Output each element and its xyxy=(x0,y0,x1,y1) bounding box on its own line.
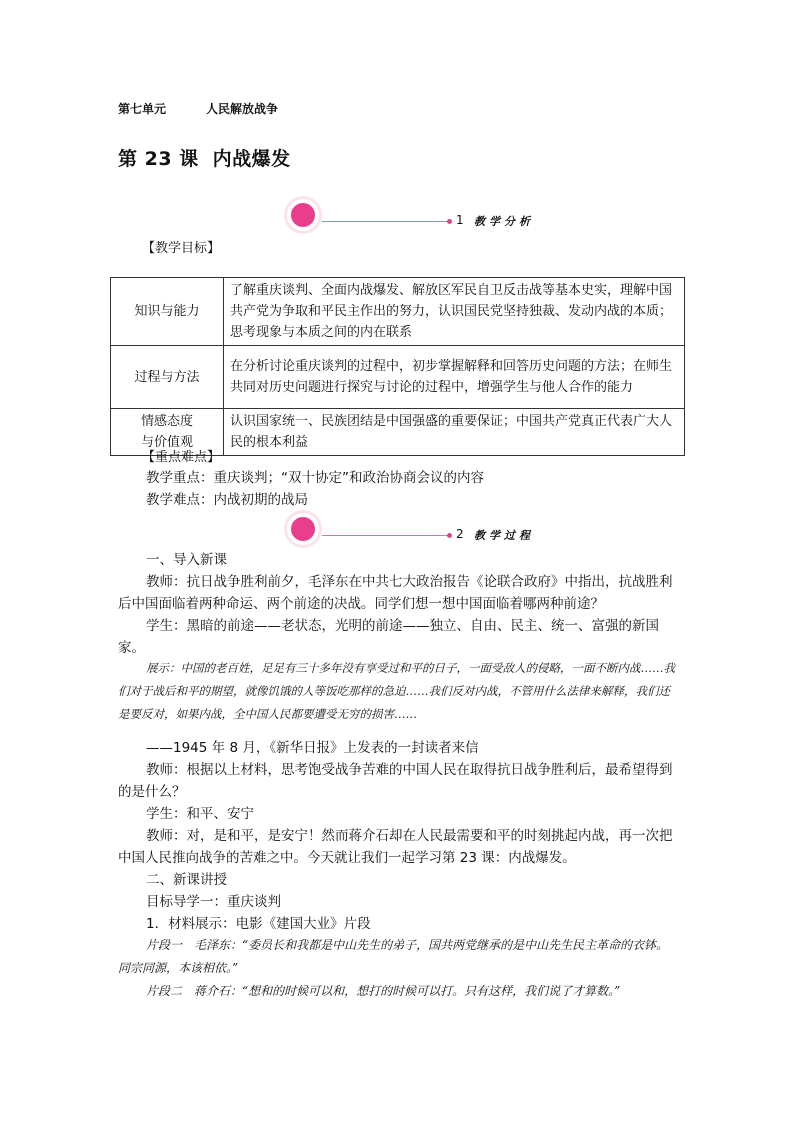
section-banner-analysis xyxy=(284,196,584,234)
lesson-name: 内战爆发 xyxy=(212,148,291,170)
student-line: 学生：黑暗的前途——老状态，光明的前途——独立、自由、民主、统一、富强的新国家。 xyxy=(118,618,659,656)
lesson-title xyxy=(118,144,291,171)
banner-label: 教学过程 xyxy=(474,529,534,542)
goal-heading: 目标导学一：重庆谈判 xyxy=(146,894,281,910)
teaching-focus: 教学重点：重庆谈判；“双十协定”和政治协商会议的内容 xyxy=(146,470,484,486)
banner-label: 教学分析 xyxy=(474,215,534,228)
teaching-difficulty: 教学难点：内战初期的战局 xyxy=(146,492,308,508)
section-heading: 二、新课讲授 xyxy=(146,872,227,888)
goals-table xyxy=(110,277,685,456)
quote-block: 展示：中国的老百姓，足足有三十多年没有享受过和平的日子，一面受敌人的侵略，一面不断内战……我们对于战后和平的期望，就像饥饿的人等饭吃那样的急迫……我们反对内战，不管用什么法律来解释，我们还是要反对，如果内战，全中国人民都要遭受无穷的损害…… xyxy=(118,661,675,721)
goal-value: 了解重庆谈判、全面内战爆发、解放区军民自卫反击战等基本史实，理解中国共产党为争取和平民主作出的努力，认识国民党坚持独裁、发动内战的本质；思考现象与本质之间的内在联系 xyxy=(224,278,685,346)
section-heading: 一、导入新课 xyxy=(146,552,227,568)
material-line: 1．材料展示：电影《建国大业》片段 xyxy=(146,916,371,932)
table-row xyxy=(111,346,685,409)
teacher-line: 教师：对，是和平，是安宁！然而蒋介石却在人民最需要和平的时刻挑起内战，再一次把中国人民推向战争的苦难之中。今天就让我们一起学习第 23 课：内战爆发。 xyxy=(118,828,673,866)
keypoints-heading: 【重点难点】 xyxy=(142,450,221,465)
banner-line xyxy=(322,535,448,536)
quote-source: ——1945 年 8 月，《新华日报》上发表的一封读者来信 xyxy=(146,740,479,756)
goal-key: 过程与方法 xyxy=(111,346,224,409)
goals-heading: 【教学目标】 xyxy=(142,241,221,256)
unit-title: 人民解放战争 xyxy=(206,102,279,116)
unit-number: 第七单元 xyxy=(118,102,167,116)
film-clip: 片段二 蒋介石：“想和的时候可以和，想打的时候可以打。只有这样，我们说了才算数。” xyxy=(146,984,621,998)
teacher-line: 教师：根据以上材料，思考饱受战争苦难的中国人民在取得抗日战争胜利后，最希望得到的是什么？ xyxy=(118,762,673,800)
lesson-number: 第 23 课 xyxy=(118,148,199,170)
teacher-line: 教师：抗日战争胜利前夕，毛泽东在中共七大政治报告《论联合政府》中指出，抗战胜利后中国面临着两种命运、两个前途的决战。同学们想一想中国面临着哪两种前途？ xyxy=(118,574,673,612)
goal-key: 情感态度 与价值观 xyxy=(111,409,224,456)
banner-line xyxy=(322,221,448,222)
banner-number: 1 xyxy=(456,213,464,227)
film-clip: 片段一 毛泽东：“委员长和我都是中山先生的弟子，国共两党继承的是中山先生民主革命的衣钵。同宗同源，本该相依。” xyxy=(118,938,669,975)
goal-key: 知识与能力 xyxy=(111,278,224,346)
student-line: 学生：和平、安宁 xyxy=(146,806,254,822)
goal-value: 认识国家统一、民族团结是中国强盛的重要保证；中国共产党真正代表广大人民的根本利益 xyxy=(224,409,685,456)
table-row xyxy=(111,278,685,346)
section-banner-process xyxy=(284,510,584,548)
banner-number: 2 xyxy=(456,527,464,541)
goal-value: 在分析讨论重庆谈判的过程中，初步掌握解释和回答历史问题的方法；在师生共同对历史问题进行探究与讨论的过程中，增强学生与他人合作的能力 xyxy=(224,346,685,409)
unit-header xyxy=(118,100,278,117)
